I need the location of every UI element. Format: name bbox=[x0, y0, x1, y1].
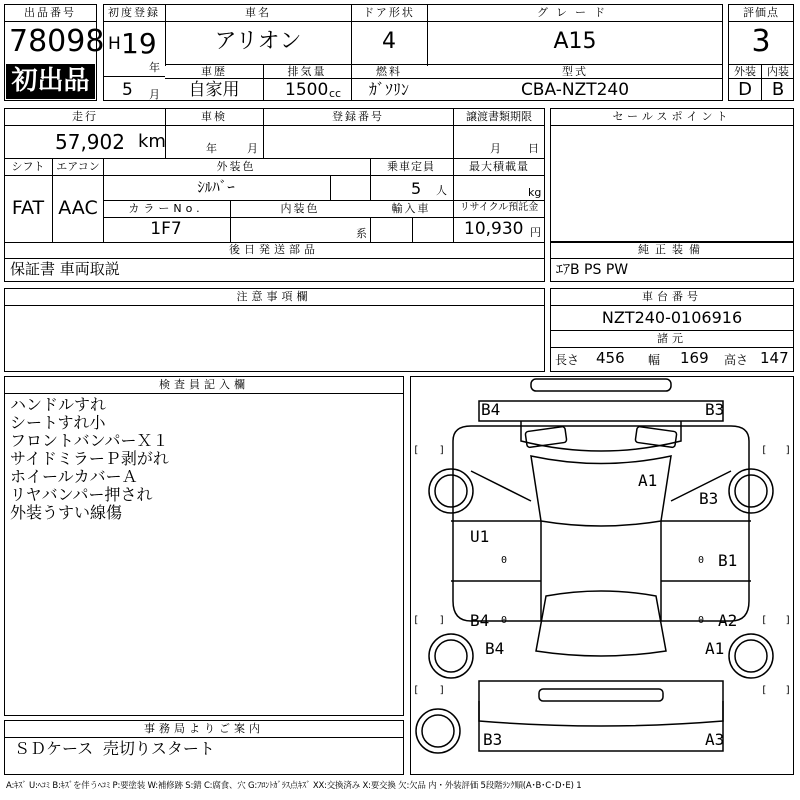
divider bbox=[165, 78, 723, 79]
shift-header: シフト bbox=[11, 160, 45, 173]
svg-text:0: 0 bbox=[501, 615, 508, 626]
equipment-header: 純正装備 bbox=[638, 243, 706, 256]
chassis-number: NZT240-0106916 bbox=[601, 308, 743, 327]
divider bbox=[103, 158, 104, 242]
damage-mark: U1 bbox=[470, 527, 490, 546]
chassis-header: 車台番号 bbox=[642, 290, 702, 303]
displacement-header: 排気量 bbox=[287, 65, 327, 78]
notes-header: 注意事項欄 bbox=[236, 290, 312, 303]
divider bbox=[453, 158, 454, 242]
interior-score-header: 内装 bbox=[767, 65, 789, 78]
inspector-note: ホイールカバーＡ bbox=[10, 467, 138, 486]
aircon-header: エアコン bbox=[56, 160, 100, 173]
damage-mark: B1 bbox=[718, 551, 738, 570]
svg-text:0: 0 bbox=[698, 555, 705, 566]
import-header: 輸入車 bbox=[391, 202, 431, 215]
divider bbox=[4, 175, 545, 176]
inspector-note: サイドミラーＰ剥がれ bbox=[10, 449, 169, 468]
inspection-header: 車検 bbox=[201, 110, 227, 123]
divider bbox=[103, 217, 545, 218]
divider bbox=[4, 305, 545, 306]
divider bbox=[351, 4, 352, 66]
lot-number: 78098 bbox=[9, 24, 105, 59]
damage-mark: A1 bbox=[638, 471, 658, 490]
first-reg-era: H bbox=[108, 34, 121, 54]
divider bbox=[761, 64, 762, 101]
divider bbox=[550, 125, 794, 126]
rear-bumper-shape bbox=[539, 689, 663, 701]
door-lines bbox=[451, 521, 751, 581]
exterior-color: ｼﾙﾊﾞｰ bbox=[197, 178, 235, 196]
first-reg-month: 5 bbox=[122, 80, 133, 100]
inspector-note: シートすれ小 bbox=[10, 413, 106, 432]
first-listing-badge: 初出品 bbox=[6, 64, 95, 99]
svg-text:[: [ bbox=[413, 445, 420, 456]
capacity: 5 bbox=[411, 179, 422, 198]
first-reg-month-unit: 月 bbox=[149, 88, 160, 101]
damage-mark: B3 bbox=[699, 489, 719, 508]
divider bbox=[4, 125, 545, 126]
svg-text:]: ] bbox=[439, 685, 446, 696]
damage-mark: A1 bbox=[705, 639, 725, 658]
interior-color-header: 内装色 bbox=[280, 202, 320, 215]
roof-pillars bbox=[541, 521, 661, 621]
svg-text:[: [ bbox=[761, 685, 768, 696]
divider bbox=[550, 258, 794, 259]
interior-score: B bbox=[771, 79, 785, 100]
inspector-note: 外装うすい線傷 bbox=[10, 503, 123, 522]
damage-mark: B4 bbox=[470, 611, 490, 630]
divider bbox=[412, 217, 413, 242]
inspection-year-unit: 年 bbox=[206, 142, 217, 155]
divider bbox=[230, 200, 231, 242]
max-load-unit: kg bbox=[528, 186, 542, 199]
mileage-header: 走行 bbox=[72, 110, 98, 123]
damage-mark: A2 bbox=[718, 611, 738, 630]
transfer-docs-header: 譲渡書類期限 bbox=[466, 110, 532, 123]
color-no-header: カラーNo. bbox=[128, 202, 204, 215]
first-reg-year-unit: 年 bbox=[149, 61, 160, 74]
height-label: 高さ bbox=[724, 353, 749, 367]
fender-lines bbox=[471, 471, 731, 501]
doors-header: ドア形状 bbox=[363, 6, 415, 19]
exterior-score-header: 外装 bbox=[734, 65, 756, 78]
divider bbox=[370, 217, 371, 242]
model-type: CBA-NZT240 bbox=[520, 80, 630, 100]
divider bbox=[427, 4, 428, 66]
car-name-header: 車名 bbox=[245, 6, 271, 19]
lot-number-header: 出品番号 bbox=[24, 6, 76, 19]
score-header: 評価点 bbox=[743, 6, 779, 19]
headlight-right bbox=[635, 426, 677, 447]
fuel-header: 燃料 bbox=[376, 65, 402, 78]
divider bbox=[550, 347, 794, 348]
inspector-header: 検査員記入欄 bbox=[159, 378, 249, 391]
divider bbox=[4, 393, 404, 394]
divider bbox=[351, 64, 352, 101]
svg-text:0: 0 bbox=[698, 615, 705, 626]
length-value: 456 bbox=[596, 349, 625, 367]
doors: 4 bbox=[382, 29, 396, 54]
divider bbox=[550, 330, 794, 331]
divider bbox=[263, 108, 264, 158]
divider bbox=[52, 158, 53, 242]
capacity-unit: 人 bbox=[436, 184, 447, 197]
divider bbox=[165, 4, 166, 66]
interior-color-unit: 系 bbox=[356, 227, 367, 240]
car-name: アリオン bbox=[214, 29, 302, 54]
svg-text:[: [ bbox=[413, 685, 420, 696]
mileage-unit: km bbox=[138, 131, 166, 152]
width-label: 幅 bbox=[648, 353, 661, 367]
equipment: ｴｱB PS PW bbox=[556, 262, 629, 278]
damage-diagram bbox=[410, 376, 794, 775]
grade-header: グレード bbox=[537, 6, 613, 19]
inspector-note: フロントバンパーＸ１ bbox=[10, 431, 169, 450]
divider bbox=[4, 21, 97, 22]
divider bbox=[728, 21, 794, 22]
svg-text:[: [ bbox=[761, 615, 768, 626]
divider bbox=[165, 64, 723, 65]
model-type-header: 型式 bbox=[562, 65, 588, 78]
front-bumper-shape bbox=[531, 379, 671, 391]
overall-score: 3 bbox=[751, 24, 771, 59]
displacement: 1500 bbox=[285, 80, 329, 100]
divider bbox=[103, 21, 723, 22]
windshield bbox=[531, 456, 671, 526]
svg-text:]: ] bbox=[439, 615, 446, 626]
width-value: 169 bbox=[680, 349, 709, 367]
fuel: ｶﾞｿﾘﾝ bbox=[368, 80, 410, 99]
divider bbox=[330, 175, 331, 200]
car-outline-diagram bbox=[411, 377, 792, 773]
recycle-unit: 円 bbox=[530, 226, 541, 239]
svg-text:]: ] bbox=[785, 615, 792, 626]
damage-mark: B4 bbox=[481, 400, 501, 419]
recycle-fee: 10,930 bbox=[464, 219, 524, 239]
office-header: 事務局よりご案内 bbox=[144, 722, 264, 735]
max-load-header: 最大積載量 bbox=[469, 160, 529, 173]
divider bbox=[103, 200, 545, 201]
svg-text:[: [ bbox=[761, 445, 768, 456]
svg-text:[: [ bbox=[413, 615, 420, 626]
reg-number-header: 登録番号 bbox=[332, 110, 384, 123]
headlight-left bbox=[525, 426, 567, 447]
grade: A15 bbox=[553, 29, 597, 54]
inspection-month-unit: 月 bbox=[247, 142, 258, 155]
shift: FAT bbox=[11, 197, 45, 219]
damage-legend: A:ｷｽﾞ U:ﾍｺﾐ B:ｷｽﾞを伴うﾍｺﾐ P:要塗装 W:補修跡 S:錆 C:腐食、穴 G:ﾌﾛﾝﾄｶﾞﾗｽ点ｷｽﾞ XX:交換済み X:要交換 欠:欠品 内・外装評価 5段階ﾗﾝｸ順(A･B･C･D･E) 1 bbox=[6, 781, 582, 791]
divider bbox=[263, 64, 264, 101]
damage-mark: B4 bbox=[485, 639, 505, 658]
dimensions-header: 諸元 bbox=[657, 332, 687, 345]
length-label: 長さ bbox=[555, 353, 580, 367]
color-no: 1F7 bbox=[150, 219, 182, 239]
height-value: 147 bbox=[760, 349, 789, 367]
divider bbox=[4, 158, 545, 159]
transfer-day-unit: 日 bbox=[528, 142, 539, 155]
displacement-unit: cc bbox=[329, 87, 342, 100]
later-parts: 保証書 車両取説 bbox=[10, 260, 120, 278]
history-header: 車歴 bbox=[201, 65, 227, 78]
damage-mark: A3 bbox=[705, 730, 725, 749]
front-grille-shape bbox=[479, 401, 723, 421]
trunk-shape bbox=[479, 681, 723, 726]
damage-mark: B3 bbox=[705, 400, 725, 419]
mileage: 57,902 bbox=[55, 130, 125, 154]
recycle-header: リサイクル預託金 bbox=[459, 202, 539, 213]
divider bbox=[550, 305, 794, 306]
first-reg-header: 初度登録 bbox=[108, 6, 160, 19]
sales-points-box bbox=[550, 108, 794, 242]
aircon: AAC bbox=[58, 197, 98, 219]
first-reg-year: 19 bbox=[121, 27, 157, 60]
office-notice: ＳＤケース 売切りスタート bbox=[14, 739, 215, 758]
history: 自家用 bbox=[188, 80, 240, 100]
svg-text:]: ] bbox=[439, 445, 446, 456]
capacity-header: 乗車定員 bbox=[387, 160, 435, 173]
svg-text:]: ] bbox=[785, 445, 792, 456]
exterior-color-header: 外装色 bbox=[216, 160, 256, 173]
sales-points-header: セールスポイント bbox=[612, 110, 732, 123]
rear-window bbox=[536, 591, 666, 656]
damage-mark: B3 bbox=[483, 730, 503, 749]
divider bbox=[4, 737, 404, 738]
divider bbox=[370, 158, 371, 200]
inspector-note: ハンドルすれ bbox=[10, 395, 107, 414]
svg-text:]: ] bbox=[785, 685, 792, 696]
later-parts-header: 後日発送部品 bbox=[229, 243, 319, 256]
divider bbox=[4, 258, 545, 259]
exterior-score: D bbox=[738, 79, 752, 100]
transfer-month-unit: 月 bbox=[490, 142, 501, 155]
svg-text:0: 0 bbox=[501, 555, 508, 566]
inspector-note: リヤバンパー押され bbox=[10, 485, 153, 504]
divider bbox=[453, 108, 454, 158]
divider bbox=[103, 76, 165, 77]
